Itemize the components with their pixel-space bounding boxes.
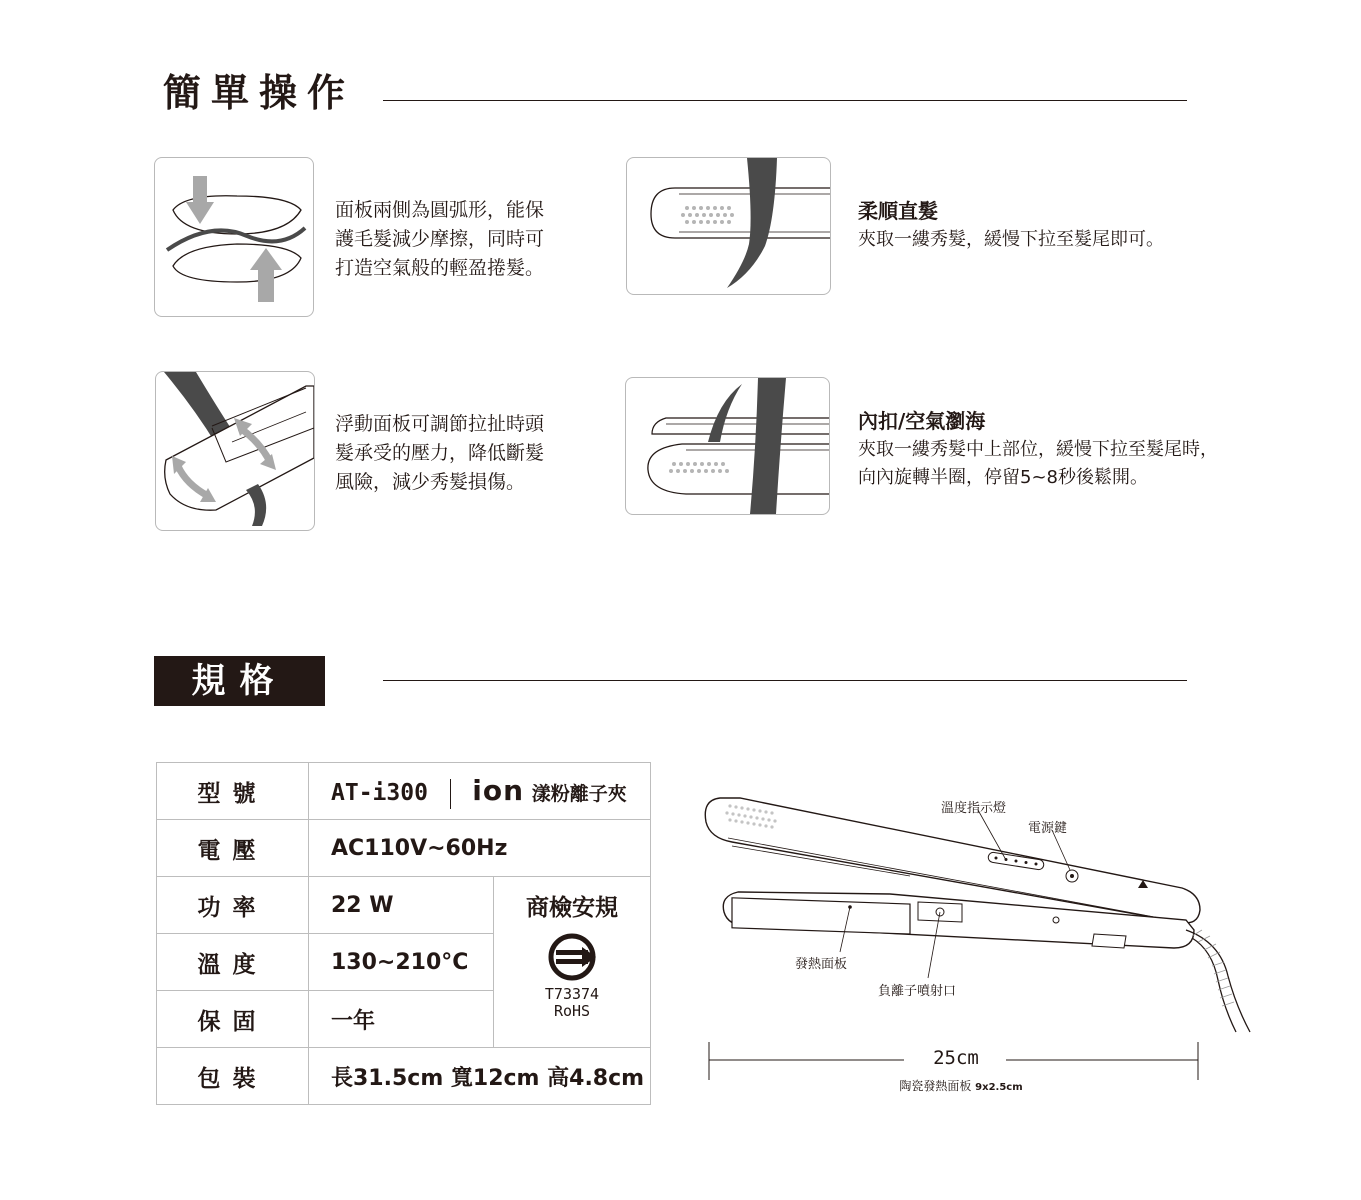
- feature-2-title: 柔順直髮: [858, 199, 938, 223]
- model-number: AT-i300: [331, 779, 428, 806]
- feature-3-line-2: 髮承受的壓力，降低斷髮: [335, 442, 545, 464]
- specs-title-badge: [154, 656, 325, 706]
- spec-label-power: 功率: [157, 877, 309, 934]
- feature-3-desc: [335, 410, 544, 497]
- callout-temp-indicator: 溫度指示燈: [941, 801, 1007, 816]
- spec-row-voltage: [157, 820, 651, 877]
- straight-hair-illustration: [626, 157, 831, 295]
- brand-logo: ion: [472, 773, 525, 807]
- spec-value-voltage: AC110V~60Hz: [309, 820, 651, 877]
- safety-code: T73374: [544, 985, 600, 1003]
- spec-label-temperature: 溫度: [157, 934, 309, 991]
- floating-plate-illustration: [155, 371, 315, 531]
- feature-4-line-2: 向內旋轉半圈，停留5~8秒後鬆開。: [858, 467, 1148, 488]
- spec-value-model: [309, 763, 651, 820]
- callout-ion-outlet: 負離子噴射口: [878, 984, 957, 999]
- callout-power-key: 電源鍵: [1028, 821, 1068, 836]
- plate-size: 9x2.5cm: [975, 1082, 1023, 1093]
- operation-title: 簡單操作: [163, 71, 356, 115]
- spec-label-package: 包裝: [157, 1048, 309, 1105]
- spec-value-temperature: 130~210°C: [309, 934, 494, 991]
- feature-3-line-1: 浮動面板可調節拉扯時頭: [335, 413, 545, 435]
- spec-value-power: 22 W: [309, 877, 494, 934]
- spec-label-model: 型號: [157, 763, 309, 820]
- callout-heating-plate: 發熱面板: [795, 957, 848, 972]
- rohs-label: RoHS: [553, 1002, 591, 1020]
- spec-table: [156, 762, 651, 1105]
- plate-caption: [876, 1077, 1046, 1094]
- feature-2-text: [858, 196, 1164, 254]
- spec-row-package: [157, 1048, 651, 1105]
- spec-value-package: 長31.5cm 寬12cm 高4.8cm: [309, 1048, 651, 1105]
- bangs-illustration: [625, 377, 830, 515]
- spec-label-voltage: 電壓: [157, 820, 309, 877]
- specs-title: 規格: [191, 661, 288, 701]
- feature-3-line-3: 風險，減少秀髮損傷。: [335, 471, 526, 493]
- spec-value-warranty: 一年: [309, 991, 494, 1048]
- feature-4-line-1: 夾取一縷秀髮中上部位，緩慢下拉至髮尾時，: [858, 439, 1218, 460]
- safety-cell: [494, 877, 651, 1048]
- specs-title-rule: [383, 680, 1187, 681]
- spec-row-power: [157, 877, 651, 934]
- model-divider: [450, 779, 451, 809]
- brand-subtitle: 漾粉離子夾: [531, 782, 627, 805]
- feature-2-desc: 夾取一縷秀髮，緩慢下拉至髮尾即可。: [858, 229, 1164, 250]
- curved-plate-illustration: [154, 157, 314, 317]
- feature-1-line-3: 打造空氣般的輕盈捲髮。: [335, 257, 545, 279]
- safety-title: 商檢安規: [526, 895, 618, 921]
- plate-caption-text: 陶瓷發熱面板: [899, 1079, 972, 1093]
- feature-1-desc: [335, 196, 544, 283]
- length-dimension: 25cm: [933, 1047, 979, 1069]
- feature-4-text: [858, 406, 1218, 492]
- bsmi-mark-icon: [542, 932, 602, 982]
- spec-row-model: [157, 763, 651, 820]
- spec-label-warranty: 保固: [157, 991, 309, 1048]
- operation-title-rule: [383, 100, 1187, 101]
- feature-4-title: 內扣/空氣瀏海: [858, 409, 986, 433]
- feature-1-line-2: 護毛髮減少摩擦，同時可: [335, 228, 545, 250]
- feature-1-line-1: 面板兩側為圓弧形，能保: [335, 199, 545, 221]
